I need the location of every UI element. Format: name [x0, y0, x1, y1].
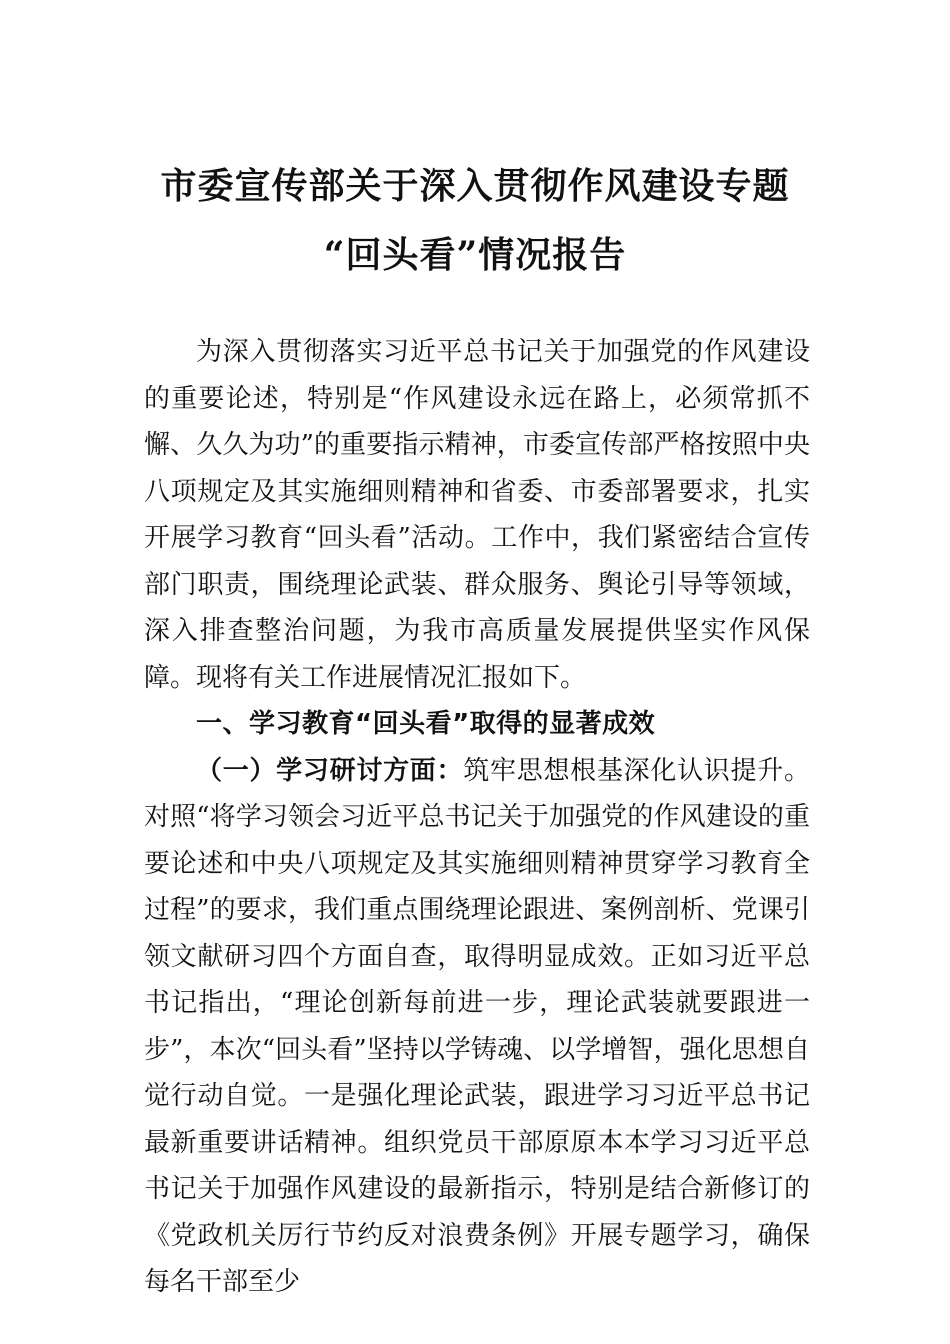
document-title-line-1: 市委宣传部关于深入贯彻作风建设专题 — [160, 165, 790, 207]
subsection-lead: （一）学习研讨方面： — [196, 755, 464, 786]
subsection-text: 筑牢思想根基深化认识提升。对照“将学习领会习近平总书记关于加强党的作风建设的重要论述和中央八项规定及其实施细则精神贯穿学习教育全过程”的要求，我们重点围绕理论跟进、案例剖析、党课引领文献研习四个方面自查，取得明显成效。正如习近平总书记指出，“理论创新每前进一步，理论武装就要跟进一步”，本次“回头看”坚持以学铸魂、以学增智，强化思想自觉行动自觉。一是强化理论武装，跟进学习习近平总书记最新重要讲话精神。组织党员干部原原本本学习习近平总书记关于加强作风建设的最新指示，特别是结合新修订的《党政机关厉行节约反对浪费条例》开展专题学习，确保每名干部至少 — [144, 755, 810, 1297]
document-body — [144, 329, 810, 1306]
section-heading: 一、学习教育“回头看”取得的显著成效 — [196, 709, 656, 739]
subsection-paragraph — [144, 748, 810, 1306]
intro-paragraph: 为深入贯彻落实习近平总书记关于加强党的作风建设的重要论述，特别是“作风建设永远在路上，必须常抓不懈、久久为功”的重要指示精神，市委宣传部严格按照中央八项规定及其实施细则精神和省委、市委部署要求，扎实开展学习教育“回头看”活动。工作中，我们紧密结合宣传部门职责，围绕理论武装、群众服务、舆论引导等领域，深入排查整治问题，为我市高质量发展提供坚实作风保障。现将有关工作进展情况汇报如下。 — [144, 337, 810, 693]
document-title-line-2: “回头看”情况报告 — [323, 234, 627, 276]
